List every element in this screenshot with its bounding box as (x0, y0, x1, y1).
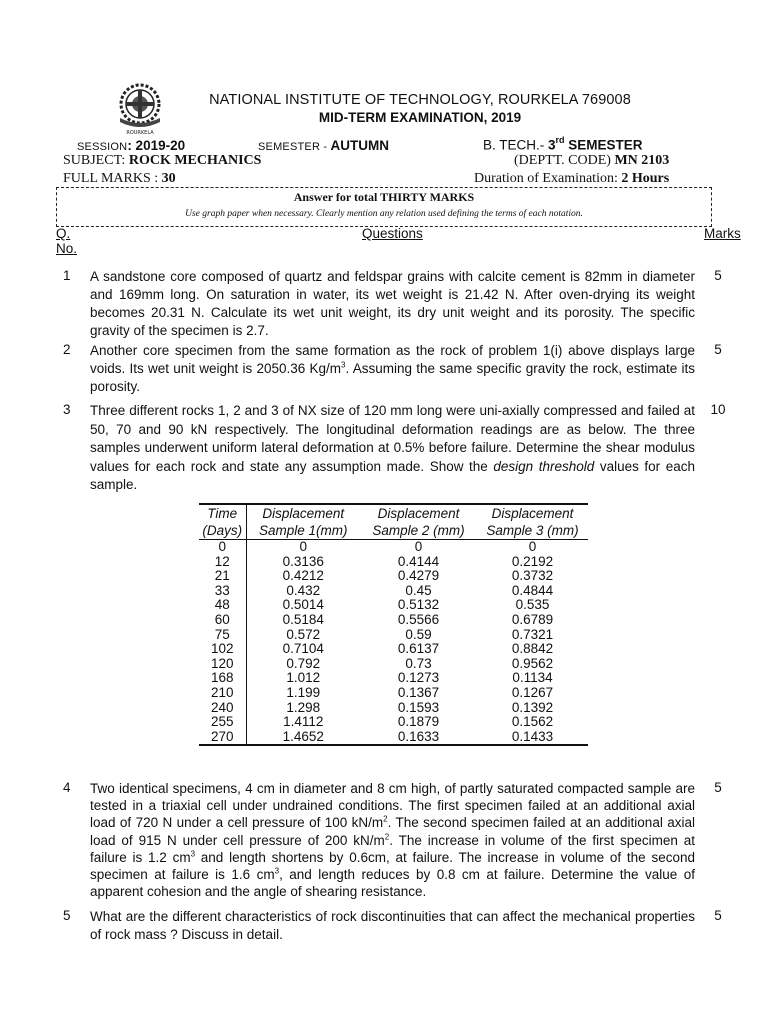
question-1-text: A sandstone core composed of quartz and feldspar grains with calcite cement is 82mm in diameter and 169mm long. On saturation in water, its wet weight is 21.42 N. After oven-drying its weight becomes 20.31 N. Calculate its wet unit weight, its dry unit weight and its porosity. The specific gravity of the specimen is 2.7. (90, 269, 695, 338)
table-cell: 0 (528, 539, 537, 554)
qno-header-line1: Q. (56, 226, 71, 241)
exam-title: MID-TERM EXAMINATION, 2019 (318, 110, 522, 125)
session-row (0, 135, 768, 153)
table-cell: 0.6137 (397, 641, 440, 657)
table-cell: 0.432 (246, 584, 360, 599)
table-cell: 0.1633 (360, 730, 477, 746)
qno-header (56, 226, 77, 256)
table-cell: 102 (210, 641, 234, 657)
table-header-cell: Displacement (477, 504, 588, 522)
table-cell: 240 (210, 699, 234, 715)
btech-field (483, 135, 643, 154)
subject-row (0, 153, 768, 171)
table-cell: 0.1134 (512, 670, 553, 686)
question-5-number: 5 (63, 908, 71, 923)
subject-label: SUBJECT: (63, 153, 129, 168)
table-cell: 0.3136 (246, 555, 360, 570)
table-cell: 0.73 (405, 655, 432, 671)
table-cell: 0.572 (246, 628, 360, 643)
table-cell: 0.7104 (246, 642, 360, 657)
table-cell: 75 (214, 626, 230, 642)
question-4-text: Two identical specimens, 4 cm in diameter and 8 cm high, of partly saturated compacted sample are tested in a triaxial cell under undrained conditions. The first specimen failed at an additional axial load of 720 N under a cell pressure of 100 $kN/m^2$. The second specimen failed at an additional axial load of 915 N under cell pressure of 200 $kN/m^2$. The increase in volume of the first specimen at failure is 1.2 $cm^3$ and length shortens by 0.6cm, at failure. The increase in volume of the second specimen at failure is 1.6 $cm^3$, and length reduces by 0.8 cm at failure. Determine the value of apparent cohesion and the angle of shearing resistance. (90, 781, 695, 900)
table-cell: 0.1433 (477, 730, 588, 746)
table-cell: 0.5132 (397, 597, 440, 613)
logo-caption: ROURKELA (126, 130, 154, 136)
table-cell: 0.1267 (511, 684, 554, 700)
table-cell: 0.9562 (511, 655, 554, 671)
full-marks-label: FULL MARKS : (63, 171, 162, 186)
table-cell: 210 (210, 684, 234, 700)
table-cell: 0.3732 (511, 568, 554, 584)
table-row (199, 730, 588, 746)
table-cell: 1.4112 (246, 715, 360, 730)
table-cell: 0.45 (405, 582, 432, 598)
table-cell: 1.012 (246, 671, 360, 686)
subject-field (63, 153, 261, 169)
duration-field (474, 171, 669, 187)
table-cell: 0.2192 (511, 553, 554, 569)
dept-code-value: MN 2103 (614, 153, 670, 168)
table-cell: 1.199 (246, 686, 360, 701)
table-row (199, 613, 588, 628)
table-row (199, 657, 588, 672)
instructions-box (56, 187, 712, 227)
table-row (199, 584, 588, 599)
table-cell: 33 (214, 582, 230, 598)
table-cell: 0.6789 (511, 611, 554, 627)
table-cell: 270 (199, 730, 246, 746)
instructions-note: Use graph paper when necessary. Clearly mention any relation used defining the terms of each notation. (185, 209, 583, 219)
table-cell: 168 (210, 670, 234, 686)
marks-header: Marks (704, 226, 741, 241)
question-2-marks: 5 (714, 342, 722, 357)
table-row (199, 642, 588, 657)
dept-code-label: (DEPTT. CODE) (514, 153, 615, 168)
question-3-number: 3 (63, 402, 71, 417)
question-5-marks: 5 (714, 908, 722, 923)
table-cell: 0.1562 (511, 714, 554, 730)
duration-label: Duration of Examination: (474, 171, 622, 186)
table-cell: 0.1392 (511, 699, 554, 715)
table-cell: 120 (210, 655, 234, 671)
table-cell: 0.59 (405, 626, 432, 642)
table-cell: 21 (214, 568, 230, 584)
table-cell: 12 (214, 553, 230, 569)
displacement-table (199, 503, 588, 746)
table-cell: 255 (210, 714, 234, 730)
table-cell: 0.4144 (397, 553, 440, 569)
instructions-title: Answer for total THIRTY MARKS (293, 190, 475, 204)
table-cell: 0.535 (515, 597, 550, 613)
table-header-row (199, 522, 588, 540)
qno-header-line2: No. (56, 241, 78, 256)
btech-semester: SEMESTER (564, 137, 643, 153)
table-cell: 0.5184 (246, 613, 360, 628)
table-cell: 0.7321 (511, 626, 554, 642)
table-row (199, 671, 588, 686)
table-header-row (199, 504, 588, 522)
subject-value: ROCK MECHANICS (128, 153, 262, 168)
question-1-marks: 5 (714, 268, 722, 283)
question-3-marks: 10 (710, 402, 726, 417)
table-header-cell: Sample 3 (mm) (477, 522, 588, 540)
table-cell: 0.8842 (511, 641, 554, 657)
semester-label: SEMESTER - (258, 141, 331, 153)
full-marks-field (63, 171, 176, 187)
full-marks-value: 30 (161, 171, 176, 186)
table-row (199, 715, 588, 730)
table-row (199, 555, 588, 570)
question-4-number: 4 (63, 780, 71, 795)
table-cell: 0.4844 (511, 582, 554, 598)
session-value: : 2019-20 (127, 138, 186, 153)
table-cell: 0.1593 (397, 699, 440, 715)
table-row (199, 628, 588, 643)
table-cell: 0.4279 (397, 568, 440, 584)
table-cell: 0.5014 (246, 598, 360, 613)
table-cell: 0.1879 (397, 714, 440, 730)
table-row (199, 701, 588, 716)
table-row (199, 569, 588, 584)
table-cell: 0 (218, 539, 226, 554)
table-cell: 0.5566 (397, 611, 440, 627)
question-2-text: Another core specimen from the same formation as the rock of problem 1(i) above displays large voids. Its wet unit weight is 2050.36 $Kg/m^3$. Assuming the same specific gravity the rock, estimate its porosity. (90, 343, 695, 394)
dept-code-field (514, 153, 669, 169)
question-2-number: 2 (63, 342, 71, 357)
table-header-cell: Displacement (360, 504, 477, 522)
table-cell: 0.4212 (246, 569, 360, 584)
table-cell: 0 (414, 539, 423, 554)
institute-name: NATIONAL INSTITUTE OF TECHNOLOGY, ROURKELA 769008 (209, 92, 631, 108)
question-1-number: 1 (63, 268, 71, 283)
table-row (199, 598, 588, 613)
table-header-cell: Displacement (246, 504, 360, 522)
table-cell: 0 (246, 540, 360, 555)
table-cell: 0.1367 (397, 684, 440, 700)
session-label: SESSION (77, 141, 128, 153)
btech-number: 3 (548, 137, 556, 153)
table-cell: 48 (214, 597, 230, 613)
duration-value: 2 Hours (621, 171, 670, 186)
table-cell: 1.4652 (246, 730, 360, 746)
table-header-cell: Sample 1(mm) (246, 522, 360, 540)
question-5-text: What are the different characteristics of rock discontinuities that can affect the mechanical properties of rock mass ? Discuss in detail. (90, 909, 695, 942)
table-cell: 60 (214, 611, 230, 627)
table-cell: 1.298 (246, 701, 360, 716)
btech-sup: rd (555, 135, 565, 145)
table-cell: 0.1273 (397, 670, 440, 686)
table-header-cell: Time (199, 504, 246, 522)
semester-value: AUTUMN (330, 138, 389, 153)
questions-header: Questions (362, 226, 423, 241)
table-row (199, 540, 588, 555)
btech-label: B. TECH.- (483, 137, 549, 153)
table-cell: 0.792 (246, 657, 360, 672)
table-header-cell: Sample 2 (mm) (360, 522, 477, 540)
table-row (199, 686, 588, 701)
question-3-text: Three different rocks 1, 2 and 3 of NX size of 120 mm long were uni-axially compressed and failed at 50, 70 and 90 kN respectively. The longitudinal deformation readings are as below. The three samples underwent uniform lateral deformation at 0.5% before failure. Determine the shear modulus values for each rock and state any assumption made. Show the design threshold values for each sample. (90, 403, 695, 493)
table-header-cell: (Days) (199, 522, 246, 540)
question-4-marks: 5 (714, 780, 722, 795)
